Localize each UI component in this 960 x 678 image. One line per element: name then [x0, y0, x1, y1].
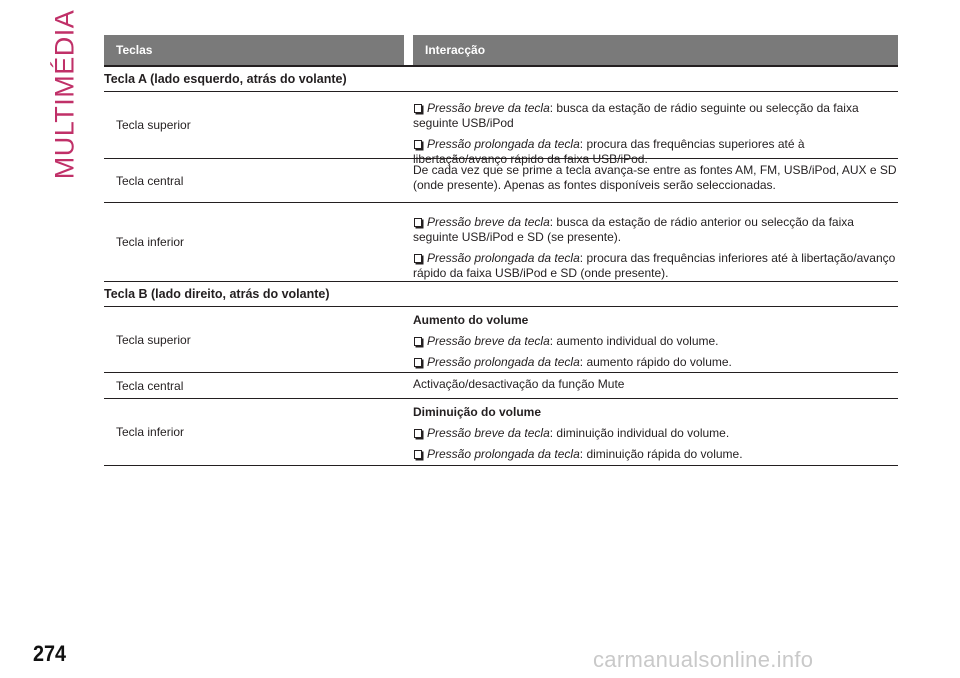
interaction-cell: Diminuição do volume Pressão breve da tecla: diminuição individual do volume. Pressão prolongada da tecla: diminuição rápida do volume. [413, 399, 898, 465]
checkbox-bullet-icon [414, 140, 422, 149]
interaction-cell: Aumento do volume Pressão breve da tecla: aumento individual do volume. Pressão prolongada da tecla: aumento rápido do volume. [413, 307, 898, 372]
checkbox-bullet-icon [414, 254, 422, 263]
table-row [104, 203, 898, 282]
section-heading: Tecla A (lado esquerdo, atrás do volante) [104, 67, 898, 92]
table-row [104, 373, 898, 399]
interaction-cell: De cada vez que se prime a tecla avança-se entre as fontes AM, FM, USB/iPod, AUX e SD (onde presente). Apenas as fontes disponíveis serão seleccionadas. [413, 163, 897, 192]
section-heading: Tecla B (lado direito, atrás do volante) [104, 282, 898, 307]
checkbox-bullet-icon [414, 429, 422, 438]
key-cell: Tecla inferior [116, 235, 185, 249]
interaction-cell: Pressão breve da tecla: busca da estação de rádio seguinte ou selecção da faixa seguinte USB/iPod Pressão prolongada da tecla: procura das frequências superiores até à libertação/avanço rápido da faixa USB/iPod. [413, 101, 859, 166]
page-number: 274 [33, 641, 67, 666]
checkbox-bullet-icon [414, 104, 422, 113]
table-row [104, 307, 898, 373]
watermark: carmanualsonline.info [593, 647, 814, 672]
checkbox-bullet-icon [414, 358, 422, 367]
row-heading: Aumento do volume [413, 313, 529, 327]
table-header [104, 35, 898, 67]
interaction-cell: Activação/desactivação da função Mute [413, 377, 625, 391]
row-heading: Diminuição do volume [413, 405, 542, 419]
key-cell: Tecla central [116, 173, 184, 188]
table-row [104, 159, 898, 203]
section-title-text: MULTIMÉDIA [49, 9, 80, 180]
section-title-vertical [47, 9, 83, 180]
key-cell: Tecla superior [116, 332, 191, 347]
interaction-cell: Pressão breve da tecla: busca da estação de rádio anterior ou selecção da faixa seguinte USB/iPod e SD (se presente). Pressão prolongada da tecla: procura das frequências inferiores até à libertação/avanço rápido da faixa USB/iPod e SD (onde presente). [413, 215, 896, 280]
checkbox-bullet-icon [414, 218, 422, 227]
checkbox-bullet-icon [414, 450, 422, 459]
key-cell: Tecla inferior [116, 425, 185, 439]
key-cell: Tecla superior [116, 118, 191, 132]
key-cell: Tecla central [116, 378, 184, 393]
controls-table [104, 35, 898, 466]
table-row [104, 399, 898, 466]
checkbox-bullet-icon [414, 337, 422, 346]
header-interaction: Interacção [413, 35, 898, 65]
header-keys: Teclas [104, 35, 404, 65]
table-row [104, 92, 898, 166]
